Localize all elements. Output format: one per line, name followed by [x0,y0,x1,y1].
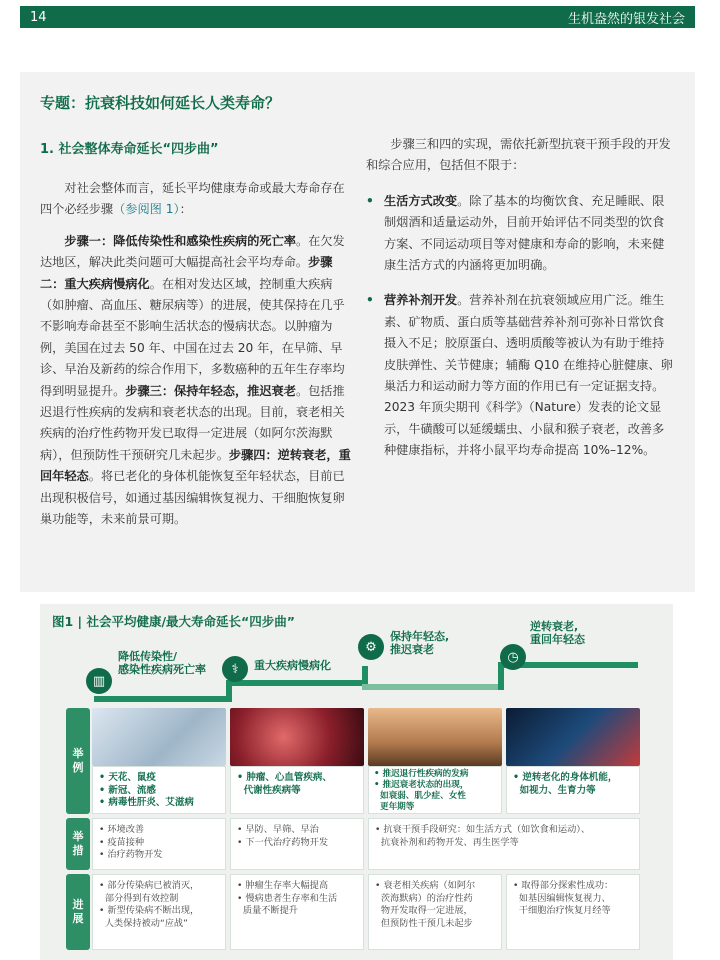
section-heading: 1. 社会整体寿命延长“四步曲” [40,142,219,157]
progress-cell-2: • 肿瘤生存率大幅提高 • 慢病患者生存率和生活 质量不断提升 [230,874,364,950]
intro-paragraph [40,178,352,221]
step4-text: 。将已老化的身体机能恢复至年轻状态，目前已出现积极信号，如通过基因编辑恢复视力、干细胞恢复卵巢功能等，未来前景可期。 [40,469,345,527]
dna-image [506,708,640,766]
stair-riser-2 [362,666,368,686]
measure-cell-3: • 抗衰干预手段研究：如生活方式（如饮食和运动）、 抗衰补剂和药物开发、再生医学等 [368,818,640,870]
step3-text: 。包括推迟退行性疾病的发病和衰老状态的出现。目前，衰老相关疾病的治疗性药物开发已取得一定进展（如阿尔茨海默病），但预防性干预研究几未起步。 [40,383,345,462]
example-cell-4: • 逆转老化的身体机能， 如视力、生育力等 [506,766,640,814]
lifestyle-text: 。除了基本的均衡饮食、充足睡眠、限制烟酒和适量运动外，目前开始评估不同类型的饮食方案、不同运动项目等对健康和寿命的影响，未来健康生活方式的内涵将更加明确。 [384,193,665,273]
steps-paragraph [40,231,352,531]
step-2-label: 重大疾病慢病化 [254,659,331,672]
example-cell-2: • 肿瘤、心血管疾病、 代谢性疾病等 [230,766,364,814]
topic-title: 专题：抗衰科技如何延长人类寿命？ [40,94,281,112]
bullet-lifestyle [366,191,676,277]
bullet-dot: • [366,293,374,308]
stair-step-1 [94,696,230,702]
clock-icon: ◷ [500,644,526,670]
page-header [20,6,695,28]
step2-title: 步骤二：重大疾病慢病化 [40,255,333,291]
step-4 [530,616,585,646]
figure-title: 图1 | 社会平均健康/最大寿命延长“四步曲” [52,614,295,629]
bullet-supplements [366,290,676,461]
progress-cell-3: • 衰老相关疾病（如阿尔 茨海默病）的治疗性药 物开发取得一定进展， 但预防性干预几未起步 [368,874,502,950]
figure-1 [40,604,673,960]
left-column [40,178,352,531]
intro-end: ： [179,202,192,217]
chart-icon: ▥ [86,668,112,694]
step-3-label: 保持年轻态, 推迟衰老 [390,630,450,656]
row-label-examples: 举 例 [66,708,90,814]
supplements-title: 营养补剂开发 [384,293,458,308]
measure-cell-2: • 早防、早筛、早治 • 下一代治疗药物开发 [230,818,364,870]
step3-title: 步骤三：保持年轻态，推迟衰老 [125,383,296,398]
gear-icon: ⚙ [358,634,384,660]
stair-step-2 [226,680,366,686]
step-2 [254,642,331,672]
blood-cell-image [230,708,364,766]
step-4-label: 逆转衰老, 重回年轻态 [530,620,585,646]
example-cell-1: • 天花、鼠疫 • 新冠、流感 • 病毒性肝炎、艾滋病 [92,766,226,814]
intro-text: 对社会整体而言，延长平均健康寿命或最大寿命存在四个必经步骤 [40,181,345,217]
page-number: 14 [30,9,47,25]
progress-cell-4: • 取得部分探索性成功： 如基因编辑恢复视力、 干细胞治疗恢复月经等 [506,874,640,950]
measure-cell-1: • 环境改善 • 疫苗接种 • 治疗药物开发 [92,818,226,870]
step1-title: 步骤一：降低传染性和感染性疾病的死亡率 [64,233,296,248]
step-1-label: 降低传染性/ 感染性疾病死亡率 [118,650,206,676]
lifestyle-title: 生活方式改变 [384,193,458,208]
progress-cell-1: • 部分传染病已被消灭， 部分得到有效控制 • 新型传染病不断出现， 人类保持被动“应战” [92,874,226,950]
right-column [366,134,676,462]
capsule-icon: ⚕ [222,656,248,682]
right-intro: 步骤三和四的实现，需依托新型抗衰干预手段的开发和综合应用，包括但不限于： [366,137,671,173]
figure-reference: （参阅图 1） [113,202,180,217]
step1-text: 。在欠发达地区，解决此类问题可大幅提高社会平均寿命。 [40,233,345,270]
header-title: 生机盎然的银发社会 [567,11,685,27]
topic-panel [20,72,695,592]
supplements-text: 。营养补剂在抗衰领域应用广泛。维生素、矿物质、蛋白质等基础营养补剂可弥补日常饮食摄入不足；胶原蛋白、透明质酸等被认为有助于维持皮肤弹性、关节健康；辅酶 Q10 在维持心脏健康、卵巢活力和运动耐力等方面的作用已有一定证据支持。2023 年顶尖期刊《科学》（Nature）发表的论文显示，牛磺酸可以延缓蠕虫、小鼠和猴子衰老，改善多种健康指标，并将小鼠平均寿命提高 10%–12%。 [384,293,673,458]
step-1 [118,646,206,676]
example-cell-3: • 推迟退行性疾病的发病 • 推迟衰老状态的出现， 如衰弱、肌少症、女性 更年期等 [368,766,502,814]
step-3 [390,626,449,656]
step2-text: 。在相对发达区域，控制重大疾病（如肿瘤、高血压、糖尿病等）的进展，使其保持在几乎不影响寿命甚至不影响生活状态的慢病状态。以肿瘤为例，美国在过去 50 年、中国在过去 20 年，在早筛、早诊、早治及新药的综合作用下，多数癌种的五年生存率均得到明显提升。 [40,276,345,398]
virus-image [92,708,226,766]
stair-step-3 [362,684,502,690]
step4-title: 步骤四：逆转衰老，重回年轻态 [40,447,351,484]
yoga-image [368,708,502,766]
row-label-progress: 进 展 [66,874,90,950]
bullet-dot: • [366,193,374,208]
row-label-measures: 举 措 [66,818,90,870]
